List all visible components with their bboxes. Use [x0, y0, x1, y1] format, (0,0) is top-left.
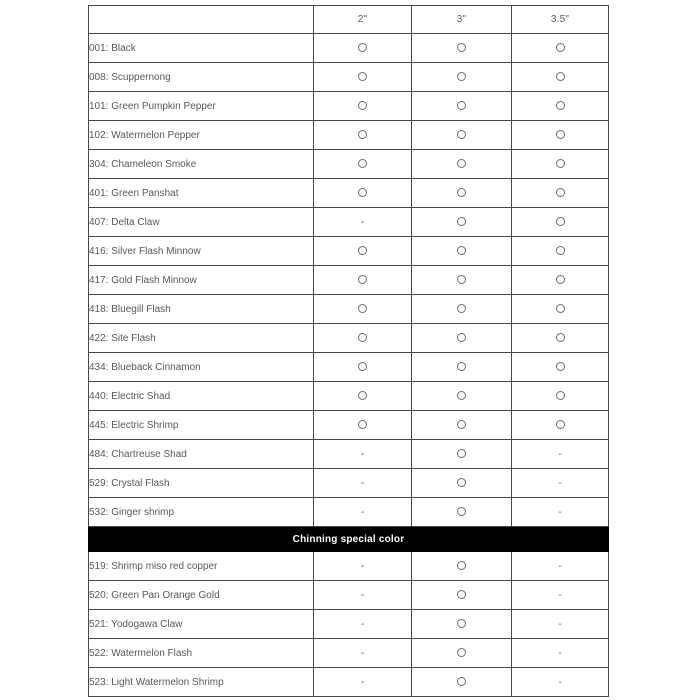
availability-cell	[314, 63, 412, 92]
available-circle-icon	[358, 72, 367, 81]
available-circle-icon	[556, 43, 565, 52]
table-row	[89, 382, 609, 411]
availability-cell: -	[512, 552, 609, 581]
available-circle-icon	[556, 391, 565, 400]
table-row	[89, 610, 609, 639]
available-circle-icon	[556, 246, 565, 255]
availability-cell	[512, 353, 609, 382]
available-circle-icon	[457, 648, 466, 657]
availability-cell	[412, 121, 512, 150]
availability-cell	[314, 179, 412, 208]
color-name-cell: 418: Bluegill Flash	[89, 295, 314, 324]
availability-cell	[412, 440, 512, 469]
availability-cell	[512, 150, 609, 179]
size-column-header-2in: 2"	[314, 6, 412, 34]
table-row	[89, 552, 609, 581]
available-circle-icon	[358, 246, 367, 255]
available-circle-icon	[358, 188, 367, 197]
available-circle-icon	[556, 217, 565, 226]
table-row	[89, 440, 609, 469]
table-row	[89, 353, 609, 382]
section-band-row	[89, 527, 609, 552]
availability-cell: -	[512, 440, 609, 469]
availability-cell	[412, 411, 512, 440]
availability-cell	[412, 668, 512, 697]
available-circle-icon	[556, 72, 565, 81]
available-circle-icon	[457, 43, 466, 52]
available-circle-icon	[358, 275, 367, 284]
availability-cell: -	[512, 498, 609, 527]
available-circle-icon	[457, 101, 466, 110]
availability-cell	[412, 63, 512, 92]
availability-cell	[512, 266, 609, 295]
availability-cell	[412, 639, 512, 668]
available-circle-icon	[457, 130, 466, 139]
availability-cell	[412, 353, 512, 382]
availability-cell	[314, 411, 412, 440]
available-circle-icon	[556, 101, 565, 110]
available-circle-icon	[457, 275, 466, 284]
available-circle-icon	[358, 130, 367, 139]
availability-cell	[412, 469, 512, 498]
available-circle-icon	[457, 391, 466, 400]
color-name-cell: 417: Gold Flash Minnow	[89, 266, 314, 295]
available-circle-icon	[358, 101, 367, 110]
availability-cell	[314, 353, 412, 382]
available-circle-icon	[457, 333, 466, 342]
color-name-cell: 519: Shrimp miso red copper	[89, 552, 314, 581]
availability-cell	[412, 324, 512, 353]
available-circle-icon	[358, 420, 367, 429]
availability-cell	[314, 150, 412, 179]
availability-cell	[412, 208, 512, 237]
table-row	[89, 411, 609, 440]
color-name-cell: 401: Green Panshat	[89, 179, 314, 208]
available-circle-icon	[556, 188, 565, 197]
availability-cell	[314, 295, 412, 324]
color-name-cell: 422: Site Flash	[89, 324, 314, 353]
availability-table	[88, 5, 609, 697]
availability-cell: -	[314, 498, 412, 527]
available-circle-icon	[358, 362, 367, 371]
table-row	[89, 581, 609, 610]
color-name-cell: 532: Ginger shrimp	[89, 498, 314, 527]
available-circle-icon	[358, 159, 367, 168]
table-row	[89, 63, 609, 92]
available-circle-icon	[457, 188, 466, 197]
color-name-cell: 521: Yodogawa Claw	[89, 610, 314, 639]
header-row	[89, 6, 609, 34]
availability-cell	[412, 237, 512, 266]
available-circle-icon	[457, 619, 466, 628]
table-row	[89, 469, 609, 498]
color-name-cell: 529: Crystal Flash	[89, 469, 314, 498]
availability-cell	[512, 179, 609, 208]
availability-cell	[412, 179, 512, 208]
availability-cell	[512, 63, 609, 92]
available-circle-icon	[457, 304, 466, 313]
availability-cell	[314, 266, 412, 295]
availability-cell	[412, 552, 512, 581]
availability-cell	[512, 411, 609, 440]
availability-cell: -	[512, 610, 609, 639]
available-circle-icon	[556, 420, 565, 429]
availability-cell: -	[512, 469, 609, 498]
availability-cell	[512, 295, 609, 324]
availability-cell: -	[314, 581, 412, 610]
table-row	[89, 121, 609, 150]
available-circle-icon	[556, 130, 565, 139]
availability-cell: -	[314, 552, 412, 581]
availability-cell	[412, 295, 512, 324]
table-row	[89, 639, 609, 668]
availability-cell	[412, 382, 512, 411]
available-circle-icon	[457, 561, 466, 570]
color-name-cell: 101: Green Pumpkin Pepper	[89, 92, 314, 121]
availability-cell: -	[314, 639, 412, 668]
table-row	[89, 266, 609, 295]
color-name-cell: 102: Watermelon Pepper	[89, 121, 314, 150]
available-circle-icon	[358, 333, 367, 342]
availability-cell	[512, 237, 609, 266]
color-name-cell: 416: Silver Flash Minnow	[89, 237, 314, 266]
color-name-cell: 001: Black	[89, 34, 314, 63]
available-circle-icon	[556, 159, 565, 168]
availability-cell	[512, 324, 609, 353]
table-row	[89, 150, 609, 179]
availability-cell	[412, 92, 512, 121]
color-name-cell: 434: Blueback Cinnamon	[89, 353, 314, 382]
availability-cell	[314, 34, 412, 63]
available-circle-icon	[457, 217, 466, 226]
table-row	[89, 34, 609, 63]
color-name-cell: 523: Light Watermelon Shrimp	[89, 668, 314, 697]
available-circle-icon	[358, 304, 367, 313]
color-name-cell: 445: Electric Shrimp	[89, 411, 314, 440]
color-name-cell: 008: Scuppernong	[89, 63, 314, 92]
size-column-header-3-5in: 3.5"	[512, 6, 609, 34]
available-circle-icon	[457, 246, 466, 255]
available-circle-icon	[457, 449, 466, 458]
table-row	[89, 179, 609, 208]
availability-cell	[314, 324, 412, 353]
availability-cell: -	[314, 610, 412, 639]
availability-cell: -	[314, 440, 412, 469]
availability-cell	[412, 150, 512, 179]
available-circle-icon	[556, 333, 565, 342]
table-row	[89, 295, 609, 324]
color-name-cell: 407: Delta Claw	[89, 208, 314, 237]
available-circle-icon	[457, 72, 466, 81]
availability-cell	[512, 92, 609, 121]
table-row	[89, 237, 609, 266]
size-column-header-3in: 3"	[412, 6, 512, 34]
table-row	[89, 208, 609, 237]
section-band-label: Chinning special color	[89, 527, 609, 552]
color-name-cell: 484: Chartreuse Shad	[89, 440, 314, 469]
color-name-cell: 440: Electric Shad	[89, 382, 314, 411]
availability-cell: -	[314, 668, 412, 697]
available-circle-icon	[457, 362, 466, 371]
available-circle-icon	[556, 362, 565, 371]
available-circle-icon	[457, 478, 466, 487]
available-circle-icon	[457, 420, 466, 429]
table-body	[89, 34, 609, 697]
available-circle-icon	[457, 590, 466, 599]
table-row	[89, 92, 609, 121]
availability-cell	[412, 498, 512, 527]
availability-cell	[412, 266, 512, 295]
table-row	[89, 498, 609, 527]
availability-cell	[314, 92, 412, 121]
availability-cell	[512, 208, 609, 237]
availability-cell	[412, 34, 512, 63]
available-circle-icon	[358, 43, 367, 52]
color-name-cell: 522: Watermelon Flash	[89, 639, 314, 668]
available-circle-icon	[457, 507, 466, 516]
availability-cell	[314, 237, 412, 266]
availability-cell: -	[314, 469, 412, 498]
availability-cell	[412, 610, 512, 639]
availability-cell	[512, 34, 609, 63]
availability-cell	[512, 121, 609, 150]
availability-cell	[412, 581, 512, 610]
availability-cell: -	[314, 208, 412, 237]
available-circle-icon	[457, 159, 466, 168]
color-name-cell: 520: Green Pan Orange Gold	[89, 581, 314, 610]
table-row	[89, 324, 609, 353]
availability-cell	[512, 382, 609, 411]
available-circle-icon	[457, 677, 466, 686]
availability-cell: -	[512, 639, 609, 668]
availability-cell	[314, 121, 412, 150]
available-circle-icon	[556, 304, 565, 313]
availability-cell: -	[512, 668, 609, 697]
availability-cell: -	[512, 581, 609, 610]
available-circle-icon	[556, 275, 565, 284]
availability-cell	[314, 382, 412, 411]
available-circle-icon	[358, 391, 367, 400]
color-column-header	[89, 6, 314, 34]
table-row	[89, 668, 609, 697]
color-name-cell: 304: Chameleon Smoke	[89, 150, 314, 179]
